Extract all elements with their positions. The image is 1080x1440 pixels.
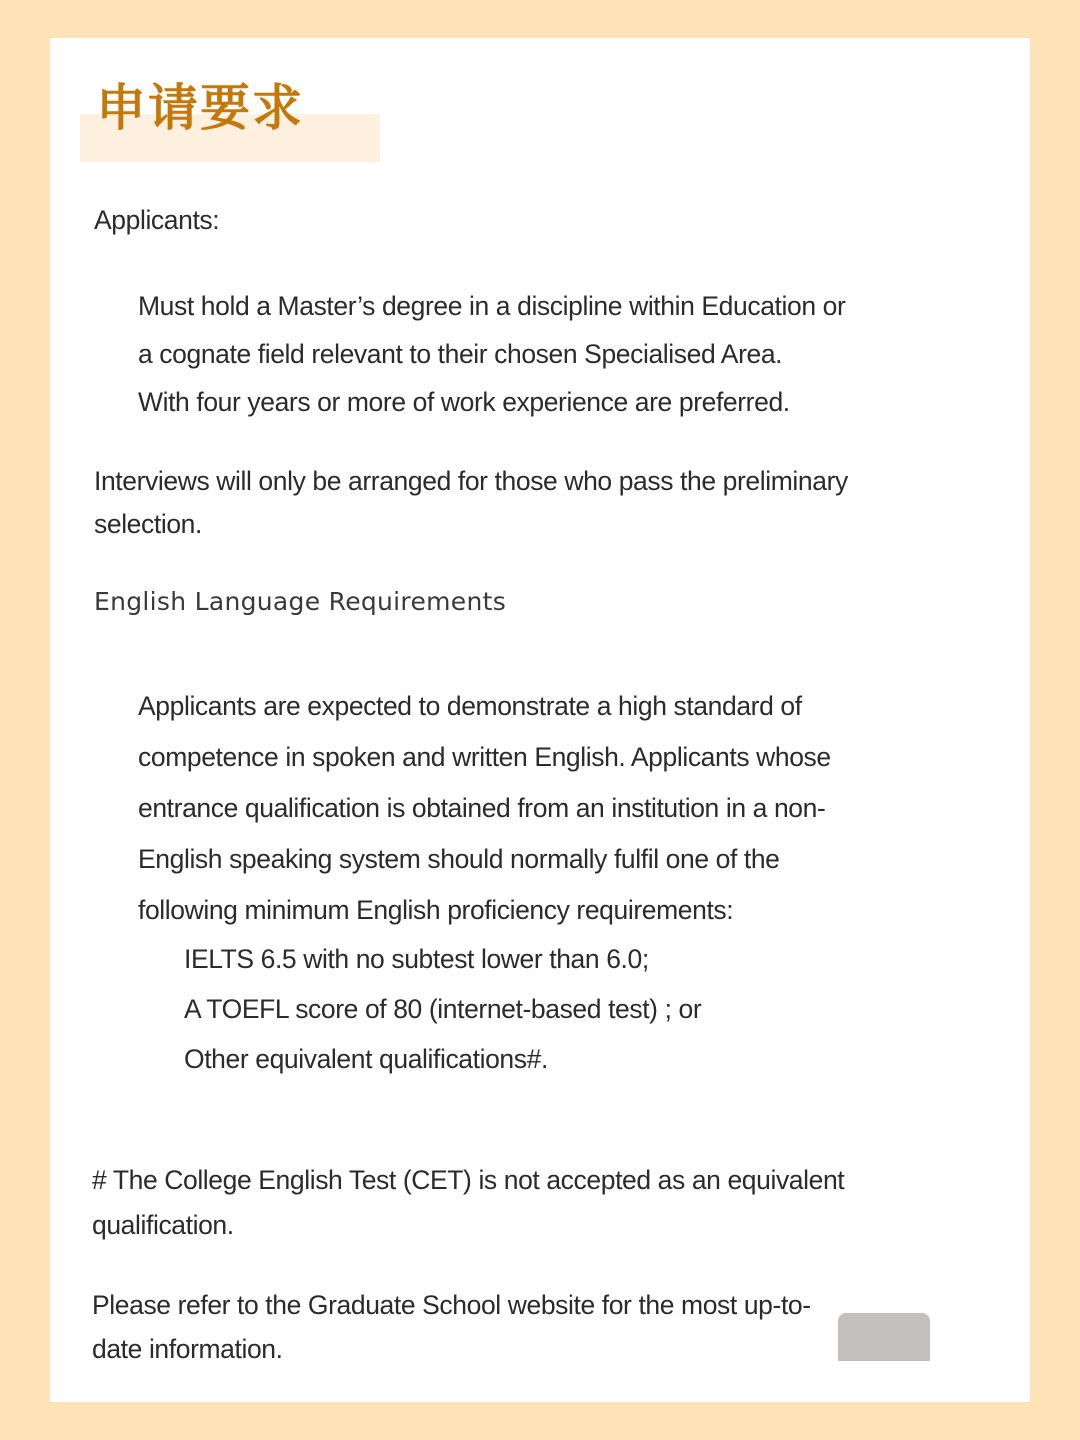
- document-card: [50, 38, 1030, 1402]
- text-line: Please refer to the Graduate School website for the most up-to-: [92, 1290, 811, 1320]
- text-line: competence in spoken and written English. Applicants whose: [138, 742, 831, 772]
- text-line: following minimum English proficiency requirements:: [138, 895, 734, 925]
- text-line: Must hold a Master’s degree in a discipline within Education or: [138, 291, 846, 321]
- text-line: date information.: [92, 1334, 283, 1364]
- text-line: a cognate field relevant to their chosen Specialised Area.: [138, 339, 783, 369]
- cet-footnote: [92, 1158, 952, 1248]
- english-intro: [138, 681, 968, 936]
- grey-tab-shape: [838, 1313, 930, 1361]
- interviews-note: [94, 460, 954, 546]
- degree-requirement: [138, 282, 958, 426]
- text-line: Interviews will only be arranged for those who pass the preliminary: [94, 466, 848, 496]
- refer-note: [92, 1283, 952, 1371]
- text-line: With four years or more of work experience are preferred.: [138, 387, 790, 417]
- list-item: A TOEFL score of 80 (internet-based test) ; or: [184, 994, 702, 1024]
- text-line: English speaking system should normally fulfil one of the: [138, 844, 780, 874]
- text-line: selection.: [94, 509, 202, 539]
- english-requirements-heading: English Language Requirements: [94, 587, 507, 616]
- list-item: Other equivalent qualifications#.: [184, 1044, 548, 1074]
- english-requirements-list: [184, 934, 701, 1084]
- text-line: qualification.: [92, 1210, 234, 1240]
- text-line: # The College English Test (CET) is not accepted as an equivalent: [92, 1165, 845, 1195]
- list-item: IELTS 6.5 with no subtest lower than 6.0;: [184, 944, 649, 974]
- applicants-label: Applicants:: [94, 205, 220, 235]
- text-line: Applicants are expected to demonstrate a high standard of: [138, 691, 802, 721]
- page-title: 申请要求: [96, 79, 304, 137]
- text-line: entrance qualification is obtained from an institution in a non-: [138, 793, 826, 823]
